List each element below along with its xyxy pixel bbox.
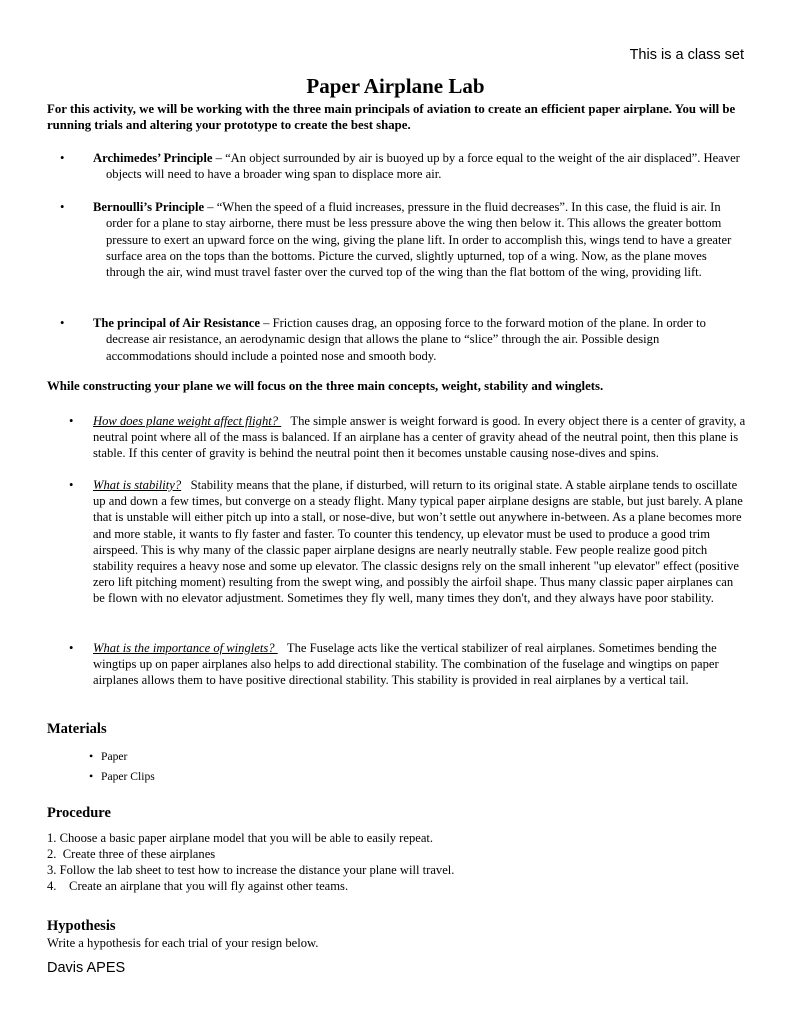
principle-item — [47, 315, 747, 364]
concept-answer: The Fuselage acts like the vertical stabilizer of real airplanes. Sometimes bending the wingtips up on paper airplanes also helps to add directional stability. The combination of the fuselage and wingtips on paper airplanes allows them to have positive directional stability. This stability is provided in real airplanes by a vertical tail. — [93, 641, 722, 688]
material-text: Paper — [101, 750, 128, 763]
bullet: • — [60, 200, 65, 214]
concept-text — [93, 477, 747, 607]
focus-statement: While constructing your plane we will focus on the three main concepts, weight, stability and winglets. — [47, 379, 604, 393]
concept-question: What is stability? — [93, 478, 182, 492]
material-text: Paper Clips — [101, 770, 155, 783]
principle-text — [93, 150, 747, 183]
concept-question: How does plane weight affect flight? — [93, 414, 282, 428]
principle-description: – “An object surrounded by air is buoyed up by a force equal to the weight of the air displaced”. Heaver objects will need to have a broader wing span to displace more air. — [106, 151, 740, 182]
principle-description: – Friction causes drag, an opposing force to the forward motion of the plane. In order to decrease air resistance, an aerodynamic design that allows the plane to “slice” through the air. Possible design accommodations should include a pointed nose and smooth body. — [106, 316, 706, 363]
bullet: • — [60, 316, 65, 330]
procedure-step: 1. Choose a basic paper airplane model that you will be able to easily repeat. — [47, 831, 434, 845]
principle-term: Archimedes’ Principle — [93, 151, 213, 165]
bullet: • — [60, 151, 65, 165]
bullet: • — [69, 414, 74, 428]
material-item — [47, 770, 347, 783]
footer-text: Davis APES — [47, 960, 126, 976]
principle-term: Bernoulli’s Principle — [93, 200, 205, 214]
page-title: Paper Airplane Lab — [306, 74, 485, 98]
bullet: • — [69, 641, 74, 655]
bullet: • — [89, 769, 94, 783]
procedure-heading: Procedure — [47, 805, 111, 821]
principle-term: The principal of Air Resistance — [93, 316, 260, 330]
principle-description: – “When the speed of a fluid increases, pressure in the fluid decreases”. In this case, the fluid is air. In order for a plane to stay airborne, there must be less pressure above the wing then below it. This allows the greater bottom pressure to exert an upward force on the wing, giving the plane lift. In order to accomplish this, wings tend to have a greater surface area on the tops than the bottoms. Picture the curved, slightly upturned, top of a wing. Now, as the plane moves through the air, wind must travel faster over the curved top of the wing than the flat bottom of the wing, providing lift. — [106, 200, 732, 280]
class-set-note: This is a class set — [629, 47, 744, 63]
concept-item — [47, 477, 747, 607]
bullet: • — [89, 749, 94, 763]
procedure-step: 3. Follow the lab sheet to test how to increase the distance your plane will travel. — [47, 863, 455, 877]
concept-text — [93, 413, 747, 462]
procedure-step: 4. Create an airplane that you will fly against other teams. — [47, 879, 349, 893]
materials-heading: Materials — [47, 721, 107, 737]
concept-item — [47, 640, 747, 689]
principle-text — [93, 315, 747, 364]
hypothesis-heading: Hypothesis — [47, 918, 116, 934]
intro-paragraph: For this activity, we will be working with the three main principals of aviation to create an efficient paper airplane. You will be running trials and altering your prototype to create the best shape. — [47, 102, 736, 132]
concept-question: What is the importance of winglets? — [93, 641, 278, 655]
procedure-step: 2. Create three of these airplanes — [47, 847, 216, 861]
principle-item — [47, 199, 747, 280]
principle-item — [47, 150, 747, 183]
concept-text — [93, 640, 747, 689]
concept-answer: Stability means that the plane, if disturbed, will return to its original state. A stable airplane tends to oscillate up and down a few times, but converge on a steady flight. Many typical paper airplane designs are stable, but just barely. A plane that is unstable will either pitch up into a stall, or nose-dive, but won’t settle out anywhere in-between. As a plane becomes more and more stable, it wants to fly faster and faster. To counter this tendency, up elevator must be used to produce a good trim airspeed. This is why many of the classic paper airplane designs are nearly neutrally stable. Few people realize good pitch stability requires a heavy nose and some up elevator. The classic designs rely on the small inherent "up elevator" effect (positive zero lift pitching moment) resulting from the swept wing, and possibly the airfoil shape. Thus many classic paper airplanes can be flown with no elevator adjustment. Sometimes they fly well, many times they don't, and they always have poor stability. — [93, 478, 746, 606]
concept-answer: The simple answer is weight forward is good. In every object there is a center of gravity, a neutral point where all of the mass is balanced. If an airplane has a center of gravity ahead of the neutral point, then this plane is stable. If this center of gravity is behind the neutral point then it becomes unstable causing nose-dives and spins. — [93, 414, 749, 461]
principle-text — [93, 199, 747, 280]
bullet: • — [69, 478, 74, 492]
material-item — [47, 750, 347, 763]
hypothesis-instructions: Write a hypothesis for each trial of your resign below. — [47, 936, 319, 950]
concept-item — [47, 413, 747, 462]
